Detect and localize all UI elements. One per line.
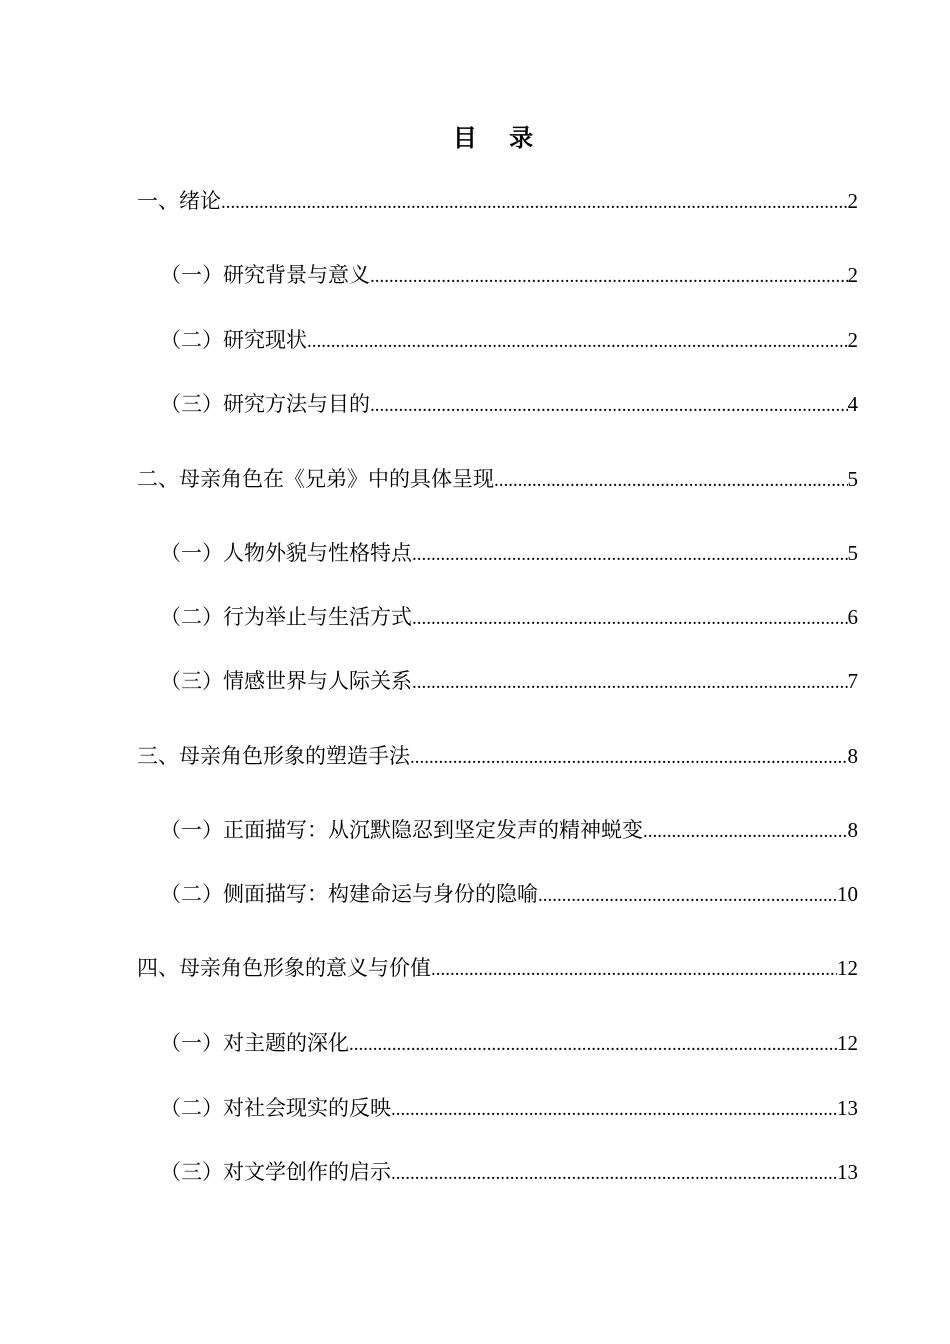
toc-entry-text: 三、母亲角色形象的塑造手法 <box>137 744 410 768</box>
toc-dot-leader <box>221 186 848 220</box>
toc-page-number: 8 <box>847 818 858 842</box>
toc-entry-text: （一）人物外貌与性格特点 <box>160 541 412 565</box>
toc-dot-leader <box>391 1093 837 1127</box>
toc-dot-leader <box>538 879 837 913</box>
toc-entry-text: （一）对主题的深化 <box>160 1031 349 1055</box>
toc-dot-leader <box>349 1028 837 1062</box>
toc-entry-text: （三）情感世界与人际关系 <box>160 669 412 693</box>
toc-entry-chapter-3[interactable] <box>137 739 858 773</box>
toc-entry-section-3-2[interactable] <box>160 877 858 911</box>
toc-entry-section-4-2[interactable] <box>160 1091 858 1125</box>
toc-page-number: 13 <box>837 1160 858 1184</box>
toc-entry-section-2-2[interactable] <box>160 600 858 634</box>
toc-entry-section-2-1[interactable] <box>160 536 858 570</box>
toc-dot-leader <box>391 1157 837 1191</box>
toc-dot-leader <box>370 260 848 294</box>
toc-title: 目 录 <box>452 124 546 152</box>
toc-entry-chapter-2[interactable] <box>137 462 858 496</box>
toc-entry-section-1-1[interactable] <box>160 258 858 292</box>
toc-dot-leader <box>412 602 848 636</box>
toc-page-number: 5 <box>847 467 858 491</box>
toc-page-number: 13 <box>837 1096 858 1120</box>
toc-dot-leader <box>307 325 848 359</box>
toc-entry-text: （三）研究方法与目的 <box>160 392 370 416</box>
toc-entry-section-3-1[interactable] <box>160 813 858 847</box>
toc-entry-text: （一）正面描写：从沉默隐忍到坚定发声的精神蜕变 <box>160 818 643 842</box>
toc-entry-section-1-2[interactable] <box>160 323 858 357</box>
toc-dot-leader <box>412 666 848 700</box>
toc-entry-text: （二）行为举止与生活方式 <box>160 605 412 629</box>
toc-page-number: 2 <box>847 328 858 352</box>
toc-entry-text: （二）对社会现实的反映 <box>160 1096 391 1120</box>
toc-entry-text: （三）对文学创作的启示 <box>160 1160 391 1184</box>
toc-page-number: 12 <box>837 1031 858 1055</box>
toc-dot-leader <box>412 538 848 572</box>
toc-page-number: 7 <box>847 669 858 693</box>
toc-dot-leader <box>431 953 837 987</box>
toc-page-number: 2 <box>847 263 858 287</box>
toc-page-number: 2 <box>847 189 858 213</box>
toc-entry-section-1-3[interactable] <box>160 387 858 421</box>
toc-page-number: 5 <box>847 541 858 565</box>
toc-entry-section-4-3[interactable] <box>160 1155 858 1189</box>
toc-entry-chapter-1[interactable] <box>137 184 858 218</box>
toc-page-number: 8 <box>847 744 858 768</box>
toc-page-number: 4 <box>847 392 858 416</box>
toc-entry-text: （二）侧面描写：构建命运与身份的隐喻 <box>160 882 538 906</box>
toc-entry-text: （一）研究背景与意义 <box>160 263 370 287</box>
toc-entry-section-2-3[interactable] <box>160 664 858 698</box>
toc-entry-text: 四、母亲角色形象的意义与价值 <box>137 956 431 980</box>
toc-entry-chapter-4[interactable] <box>137 951 858 985</box>
toc-dot-leader <box>370 389 848 423</box>
toc-dot-leader <box>410 741 848 775</box>
toc-entry-text: （二）研究现状 <box>160 328 307 352</box>
toc-dot-leader <box>643 815 848 849</box>
toc-entry-text: 二、母亲角色在《兄弟》中的具体呈现 <box>137 467 494 491</box>
toc-entry-section-4-1[interactable] <box>160 1026 858 1060</box>
toc-page-number: 12 <box>837 956 858 980</box>
toc-dot-leader <box>494 464 848 498</box>
toc-entry-text: 一、绪论 <box>137 189 221 213</box>
toc-page-number: 6 <box>847 605 858 629</box>
toc-page-number: 10 <box>837 882 858 906</box>
